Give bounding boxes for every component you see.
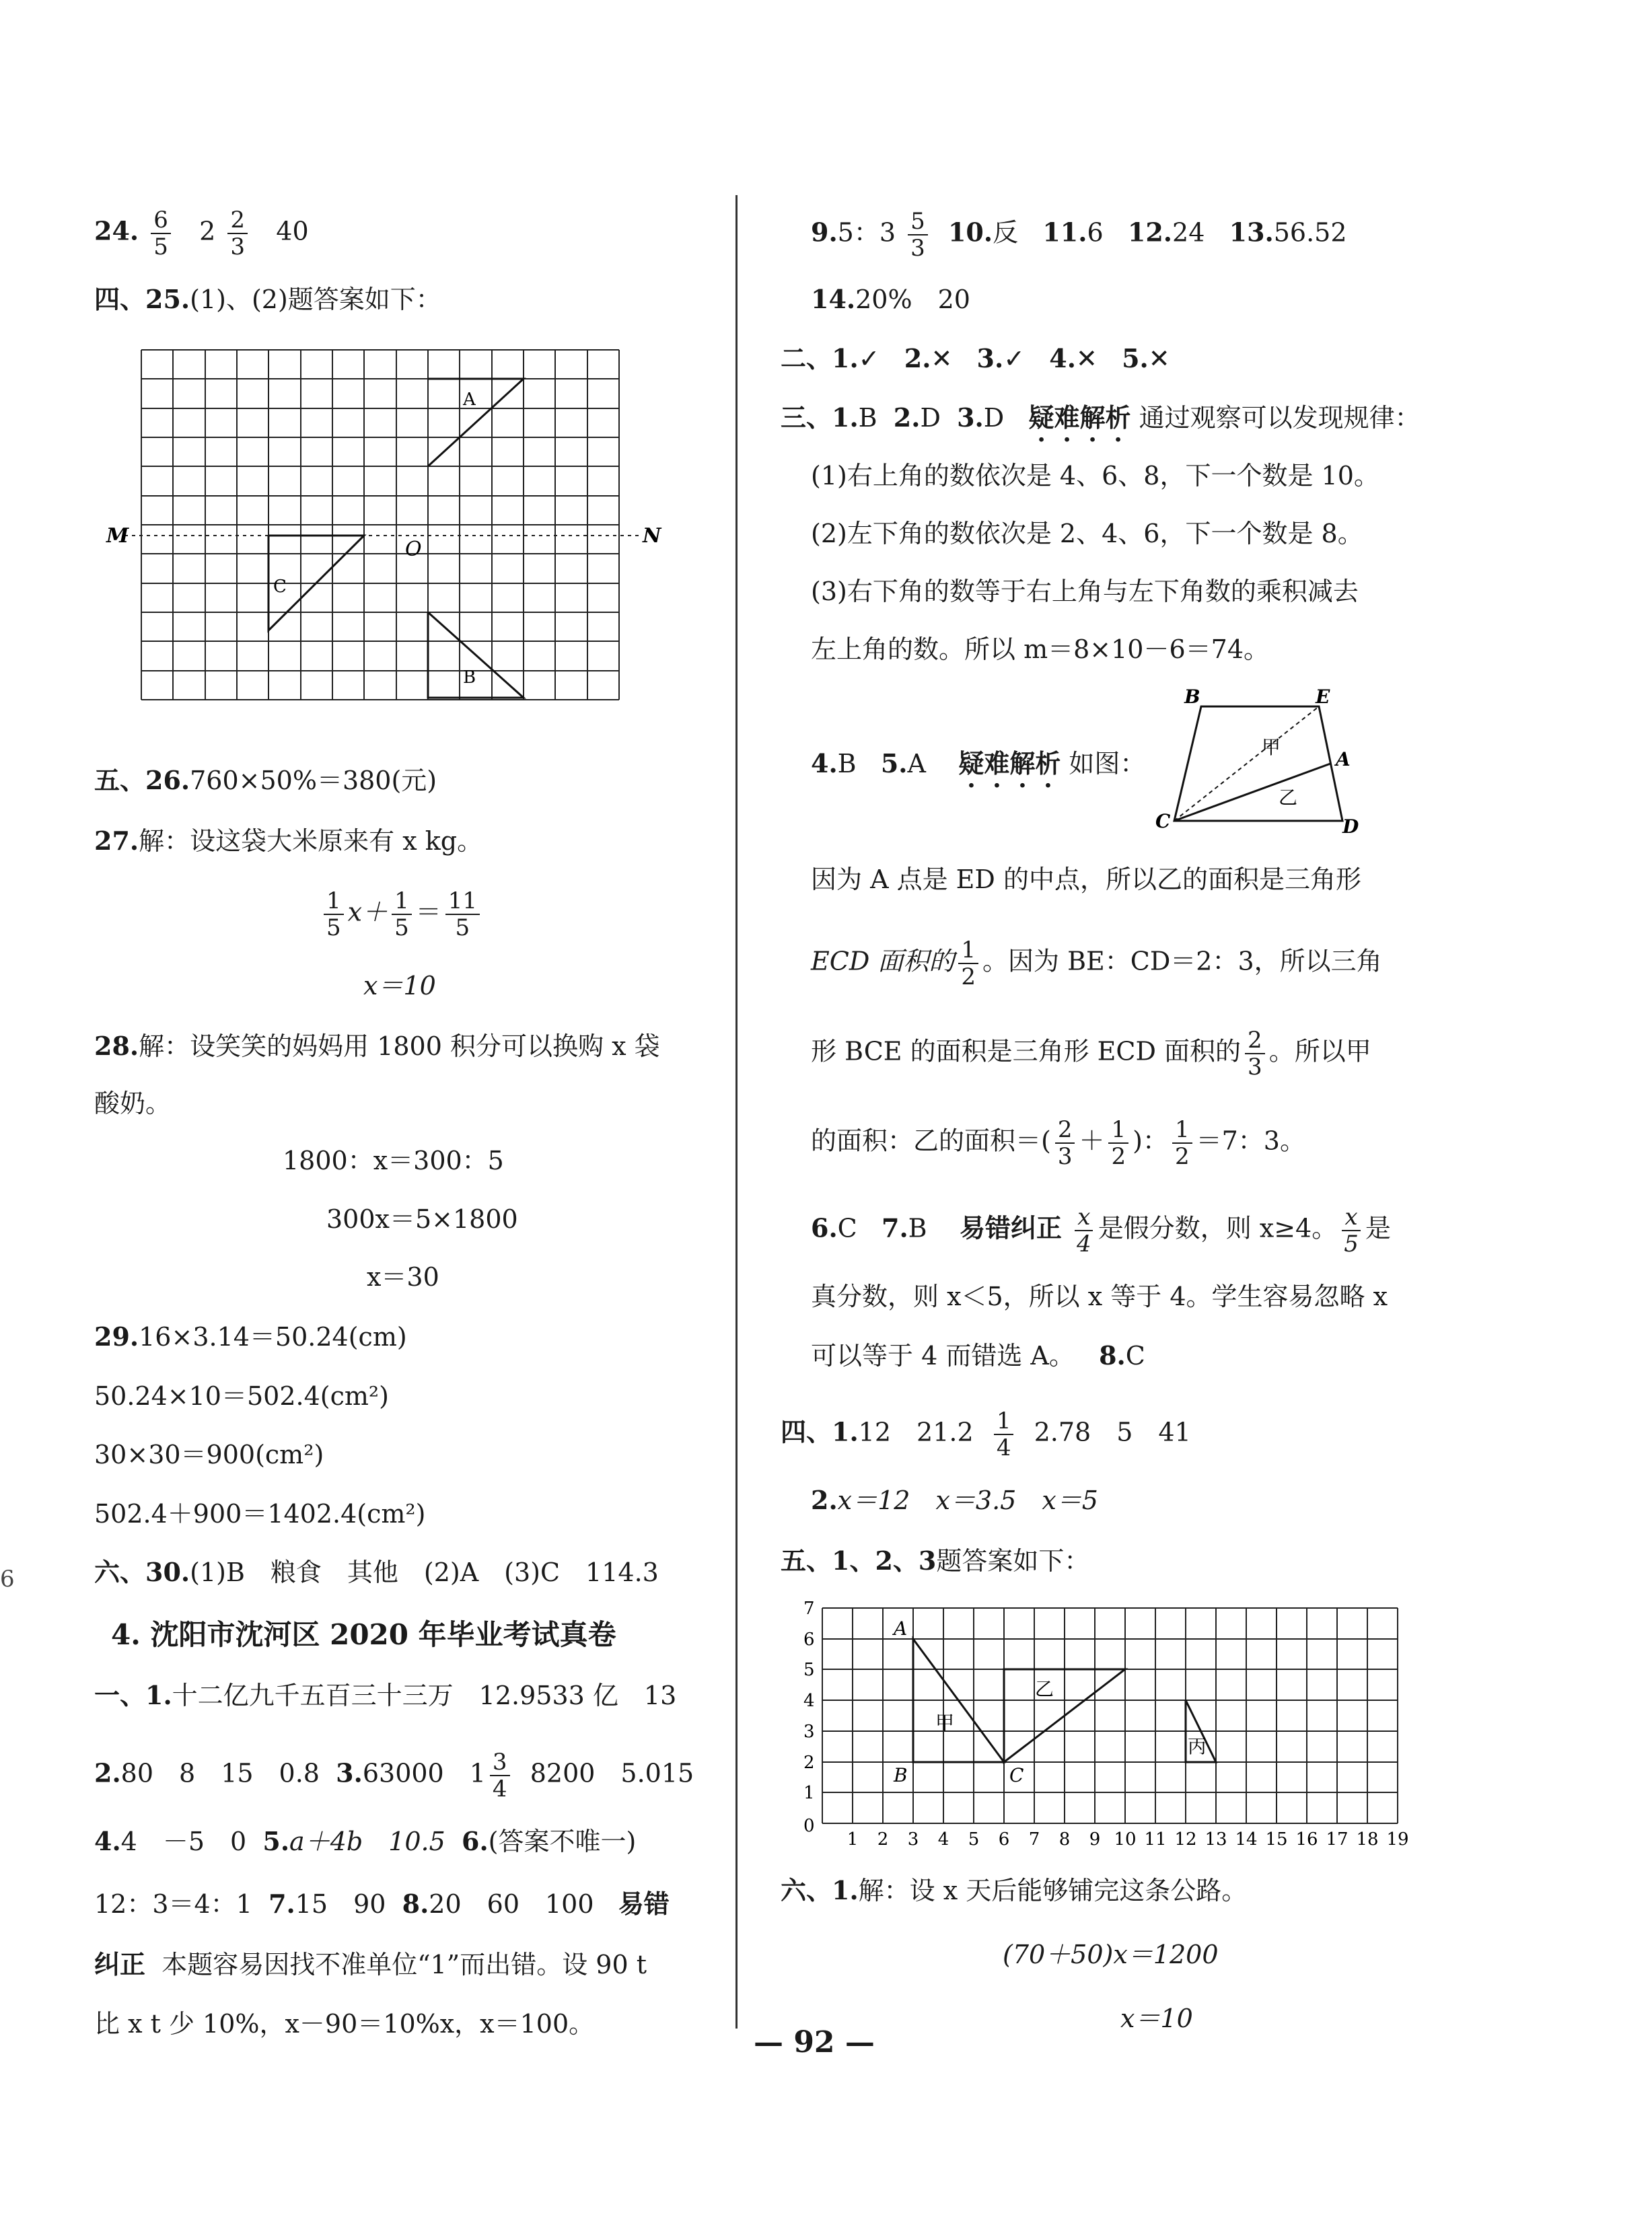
equation-app-2: x＝10 [1120,2004,1193,2033]
equation-28-1: 1800：x＝300：5 [283,1146,504,1175]
x-tick-17: 17 [1326,1829,1349,1850]
correction-line-2: 真分数，则 x＜5，所以 x 等于 4。学生容易忽略 x [811,1282,1388,1311]
answer-28: 28.解：设笑笑的妈妈用 1800 积分可以换购 x 袋 [94,1031,660,1061]
equation-app-1: (70＋50)x＝1200 [1003,1940,1219,1969]
grid2-label-A: A [894,1617,908,1640]
s1-answer-4-6: 4.4 －5 0 5.a＋4b 10.5 6.(答案不唯一) [94,1826,637,1856]
pattern-line-1: (1)右上角的数依次是 4、6、8，下一个数是 10。 [811,461,1379,490]
edge-mark: 6 [0,1566,15,1593]
tri-label-jia: 甲 [1262,736,1281,758]
y-tick-7: 7 [803,1599,815,1619]
equation-27-1: $\frac{1}{5}$ x＋ $\frac{1}{5}$ ＝ $\frac{11}{5}$ [320,888,484,941]
answer-27: 27.解：设这袋大米原来有 x kg。 [94,826,483,856]
x-tick-5: 5 [968,1829,980,1850]
answer-28-cont: 酸奶。 [94,1089,172,1118]
s1-correction: 纠正 本题容易因找不准单位“1”而出错。设 90 t [94,1949,647,1979]
equation-28-3: x＝30 [367,1262,439,1292]
x-tick-4: 4 [937,1829,949,1850]
answer-24: 24. $\frac{6}{5}$ 2 $\frac{2}{3}$ 40 [94,207,309,260]
analysis-line-1: 因为 A 点是 ED 的中点，所以乙的面积是三角形 [811,865,1361,894]
equation-28-2: 300x＝5×1800 [326,1204,518,1234]
answer-30: 六、30.(1)B 粮食 其他 (2)A (3)C 114.3 [94,1557,659,1587]
analysis-line-4: 的面积：乙的面积＝( $\frac{2}{3}$ ＋ $\frac{1}{2}$ )： $\frac{1}{2}$ ＝7：3。 [811,1116,1305,1170]
choice-answers-4-5: 4.B 5.A 疑难解析 如图： [811,748,1146,778]
x-tick-18: 18 [1356,1829,1379,1850]
answer-14: 14.20% 20 [811,284,970,314]
x-tick-8: 8 [1058,1829,1071,1850]
tri-label-B: B [1184,686,1200,708]
x-tick-16: 16 [1295,1829,1318,1850]
coordinate-grid [794,1595,1420,1854]
column-divider [735,195,738,2029]
s1-answer-6-8: 12：3＝4：1 7.15 90 8.20 60 100 易错 [94,1889,670,1919]
grid2-label-jia: 甲 [935,1712,955,1734]
tri-label-yi: 乙 [1279,787,1298,809]
calc-answers-2: 2.x＝12 x＝3.5 x＝5 [811,1485,1098,1515]
x-tick-11: 11 [1144,1829,1167,1850]
choice-answers-1-3: 三、1.B 2.D 3.D 疑难解析 通过观察可以发现规律： [781,402,1421,433]
analysis-line-3: 形 BCE 的面积是三角形 ECD 面积的 $\frac{2}{3}$ 。所以甲 [811,1027,1371,1081]
x-tick-15: 15 [1265,1829,1288,1850]
x-tick-9: 9 [1089,1829,1101,1850]
equation-29-2: 30×30＝900(cm²) [94,1440,324,1469]
s1-correction-2: 比 x t 少 10%，x－90＝10%x，x＝100。 [94,2009,595,2039]
x-tick-1: 1 [847,1829,859,1850]
grid2-label-yi: 乙 [1035,1678,1054,1700]
x-tick-6: 6 [998,1829,1010,1850]
tri-label-D: D [1342,815,1359,838]
choice-answers-6-7: 6.C 7.B 易错纠正 $\frac{x}{4}$ 是假分数，则 x≥4。 $\frac{x}{5}$ 是 [811,1204,1391,1257]
grid2-label-bing: 丙 [1188,1735,1207,1757]
pattern-line-3: (3)右下角的数等于右上角与左下角数的乘积减去 [811,577,1359,606]
equation-27-2: x＝10 [363,971,436,1000]
x-tick-13: 13 [1205,1829,1227,1850]
answers-9-13: 9.5：3 $\frac{5}{3}$ 10.反 11.6 12.24 13.56.52 [811,208,1347,262]
equation-29-1: 50.24×10＝502.4(cm²) [94,1381,389,1411]
s1-answer-2-3: 2.80 8 15 0.8 3.63000 1 $\frac{3}{4}$ 8200 5.015 [94,1749,694,1802]
page-number: — 92 — [754,2025,875,2059]
x-tick-10: 10 [1114,1829,1137,1850]
label-A: A [463,390,476,410]
symmetry-grid [94,343,661,740]
answer-29: 29.16×3.14＝50.24(cm) [94,1321,407,1352]
y-tick-3: 3 [803,1722,815,1742]
x-tick-12: 12 [1174,1829,1197,1850]
x-tick-0: 0 [803,1816,815,1836]
x-tick-7: 7 [1028,1829,1040,1850]
x-tick-3: 3 [907,1829,919,1850]
calc-answers-1: 四、1.12 21.2 $\frac{1}{4}$ 2.78 5 41 [781,1408,1191,1461]
y-tick-1: 1 [803,1783,815,1803]
pattern-line-4: 左上角的数。所以 m＝8×10－6＝74。 [811,634,1270,664]
y-tick-4: 4 [803,1691,815,1711]
grid2-label-B: B [894,1764,908,1786]
trapezoid-figure [1154,686,1369,838]
pattern-line-2: (2)左下角的数依次是 2、4、6，下一个数是 8。 [811,519,1363,548]
analysis-line-2: ECD 面积的 $\frac{1}{2}$ 。因为 BE：CD＝2：3，所以三角 [811,937,1382,990]
answer-26: 五、26.760×50%＝380(元) [94,765,437,795]
x-tick-2: 2 [877,1829,889,1850]
label-O: O [405,538,422,561]
judge-answers: 二、1.✓ 2.✕ 3.✓ 4.✕ 5.✕ [781,343,1170,373]
tri-label-C: C [1155,810,1171,832]
label-M: M [106,524,129,548]
label-N: N [643,524,661,548]
y-tick-2: 2 [803,1753,815,1773]
tri-label-E: E [1316,686,1330,708]
x-tick-19: 19 [1386,1829,1409,1850]
application-answer-1: 六、1.解：设 x 天后能够铺完这条公路。 [781,1875,1248,1905]
x-tick-14: 14 [1235,1829,1258,1850]
label-B: B [463,667,476,688]
section-title: 4. 沈阳市沈河区 2020 年毕业考试真卷 [111,1618,616,1651]
correction-line-3: 可以等于 4 而错选 A。 8.C [811,1340,1145,1371]
y-tick-5: 5 [803,1660,815,1680]
y-tick-6: 6 [803,1630,815,1650]
equation-29-3: 502.4＋900＝1402.4(cm²) [94,1499,426,1529]
s1-answer-1: 一、1.十二亿九千五百三十三万 12.9533 亿 13 [94,1680,677,1710]
grid2-label-C: C [1009,1764,1024,1786]
label-C: C [273,577,287,597]
tri-label-A: A [1336,748,1351,770]
section-5-header: 五、1、2、3题答案如下： [781,1545,1090,1576]
answer-25: 四、25.(1)、(2)题答案如下： [94,284,441,314]
